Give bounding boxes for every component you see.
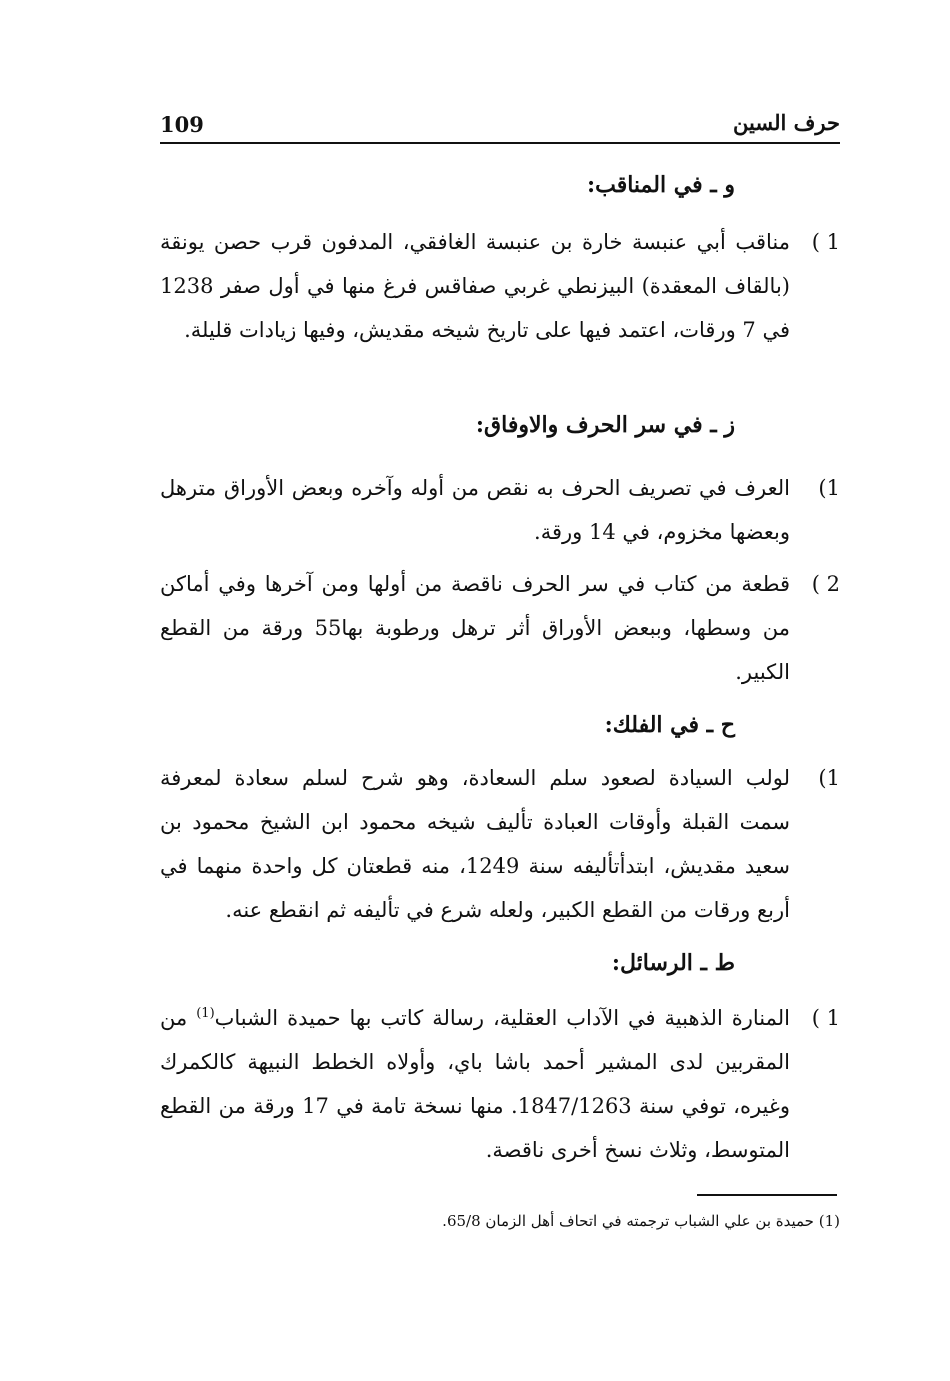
entry-text-before: المنارة الذهبية في الآداب العقلية، رسالة كاتب بها حميدة الشباب: [214, 1006, 790, 1030]
entry-text: [160, 996, 790, 1172]
footnote-divider: [697, 1194, 837, 1196]
entry-text-after: من المقربين لدى المشير أحمد باشا باي، وأولاه الخطط النبيهة كالكمرك وغيره، توفي سنة 1847/1263. منها نسخة تامة في 17 ورقة من القطع المتوسط، وثلاث نسخ أخرى ناقصة.: [160, 1006, 790, 1162]
section-heading-epistles: ط ـ الرسائل:: [611, 950, 735, 976]
entry-number: 1 ): [811, 1006, 840, 1030]
list-item: [160, 756, 840, 932]
section-heading-astronomy: ح ـ في الفلك:: [604, 712, 735, 738]
entry-text: قطعة من كتاب في سر الحرف ناقصة من أولها ومن آخرها وفي أماكن من وسطها، وببعض الأوراق أثر ترهل ورطوبة بها55 ورقة من القطع الكبير.: [160, 572, 790, 684]
page-number: 109: [160, 112, 204, 137]
entry-number: 1): [818, 476, 840, 500]
entry-number: 1 ): [811, 230, 840, 254]
entry-text: العرف في تصريف الحرف به نقص من أوله وآخره وبعض الأوراق مترهل وبعضها مخزوم، في 14 ورقة.: [160, 476, 790, 544]
footnote: (1) حميدة بن علي الشباب ترجمته في اتحاف أهل الزمان 65/8.: [442, 1212, 840, 1230]
list-item: [160, 996, 840, 1172]
list-item: [160, 562, 840, 694]
section-heading-manaqib: و ـ في المناقب:: [586, 172, 735, 198]
list-item: [160, 466, 840, 554]
footnote-reference: (1): [196, 1006, 215, 1021]
section-heading-letters-secrets: ز ـ في سر الحرف والاوفاق:: [475, 412, 735, 438]
chapter-title: حرف السين: [733, 110, 840, 135]
running-head: [160, 108, 840, 144]
entry-text: لولب السيادة لصعود سلم السعادة، وهو شرح لسلم سعادة لمعرفة سمت القبلة وأوقات العبادة تأليف شيخه محمود ابن الشيخ محمود بن سعيد مقديش، ابتدأتأليفه سنة 1249، منه قطعتان كل واحدة منهما في أربع ورقات من القطع الكبير، ولعله شرع في تأليفه ثم انقطع عنه.: [160, 766, 790, 922]
entry-number: 1): [818, 766, 840, 790]
entry-text: مناقب أبي عنبسة خارة بن عنبسة الغافقي، المدفون قرب حصن يونقة (بالقاف المعقدة) البيزنطي غربي صفاقس فرغ منها في أول صفر 1238 في 7 ورقات، اعتمد فيها على تاريخ شيخه مقديش، وفيها زيادات قليلة.: [160, 230, 790, 342]
list-item: [160, 220, 840, 352]
entry-number: 2 ): [811, 572, 840, 596]
